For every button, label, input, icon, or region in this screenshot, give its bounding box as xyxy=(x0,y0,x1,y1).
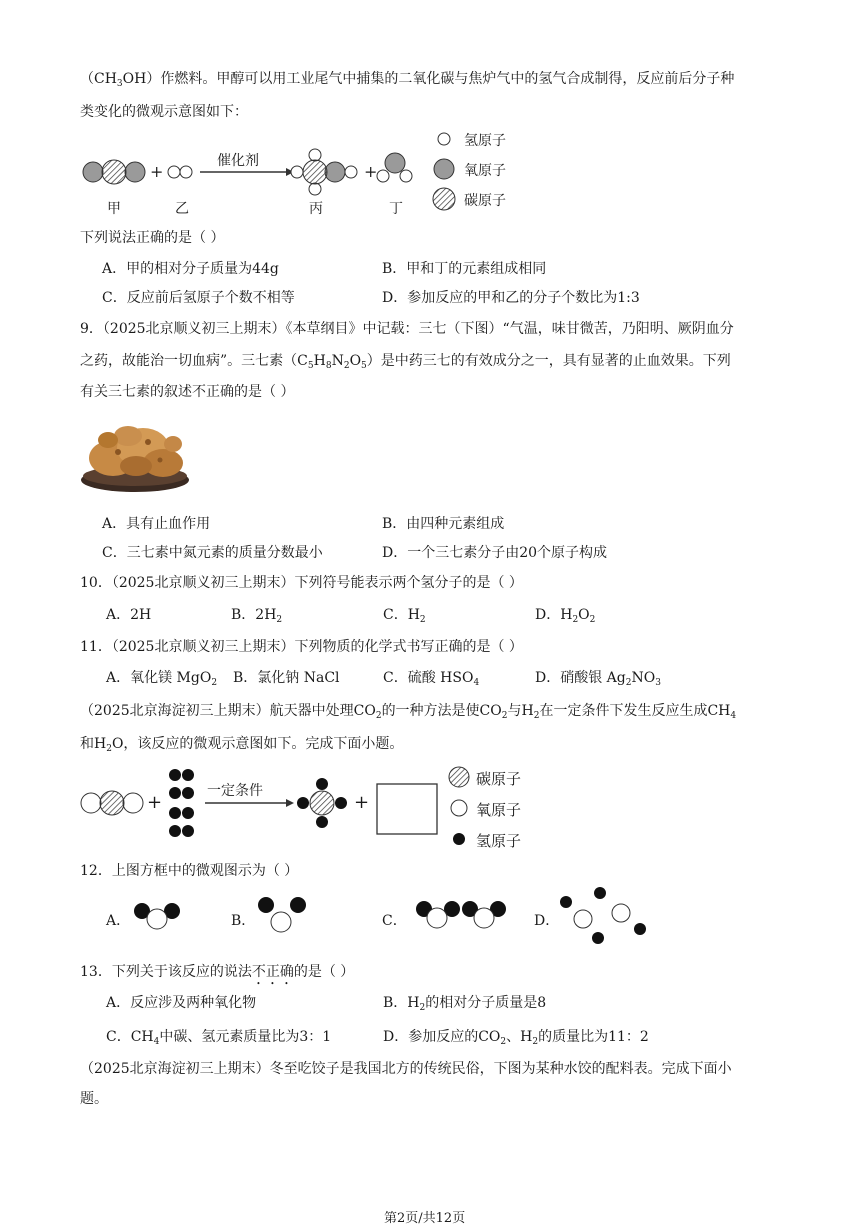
q12-figure-a xyxy=(134,903,180,929)
q10-stem: 10．（2025北京顺义初三上期末）下列符号能表示两个氢分子的是（ ） xyxy=(80,575,523,591)
q9-option-b: B．由四种元素组成 xyxy=(382,516,505,532)
q12-stem: 12．上图方框中的微观图示为（ ） xyxy=(80,863,299,879)
label-yi: 乙 xyxy=(175,201,189,217)
legend-hydrogen: 氢原子 xyxy=(464,133,506,149)
q12-figure-c xyxy=(416,901,506,928)
q11-option-a: A．氧化镁 MgO$_2$ xyxy=(106,670,218,688)
q12-option-d: D． xyxy=(534,913,560,929)
q11-option-d: D．硝酸银 $Ag_2NO_3$ xyxy=(535,670,661,688)
legend-carbon-2: 碳原子 xyxy=(476,770,522,788)
q9-line-1: 9．（2025北京顺义初三上期末）《本草纲目》中记载：三七（下图）“气温，味甘微苦，乃阳明、厥阴血分 xyxy=(80,321,734,337)
legend-oxygen: 氧原子 xyxy=(464,163,506,179)
legend-oxygen-2: 氧原子 xyxy=(476,801,522,819)
plus-sign-2: + xyxy=(364,162,378,181)
q8-option-a: A．甲的相对分子质量为44g xyxy=(102,261,279,277)
condition-label: 一定条件 xyxy=(207,783,263,799)
q8-stem: 下列说法正确的是（ ） xyxy=(80,230,225,246)
group3-line-2: 题。 xyxy=(80,1091,108,1107)
q10-option-c: C．$H_2$ xyxy=(383,607,426,625)
legend-hydrogen-2: 氢原子 xyxy=(476,832,522,850)
plus-sign-3: + xyxy=(147,792,163,813)
catalyst-label: 催化剂 xyxy=(217,153,259,169)
q8-option-b: B．甲和丁的元素组成相同 xyxy=(382,261,547,277)
page-number: 第2页/共12页 xyxy=(384,1211,466,1226)
label-jia: 甲 xyxy=(107,201,121,217)
label-ding: 丁 xyxy=(389,201,403,217)
q9-option-c: C．三七素中氮元素的质量分数最小 xyxy=(102,545,323,561)
q9-option-a: A．具有止血作用 xyxy=(102,516,211,532)
plus-sign-1: + xyxy=(150,162,164,181)
q12-option-a: A． xyxy=(106,913,131,929)
q12-option-b: B． xyxy=(231,913,256,929)
intro-line-2: 类变化的微观示意图如下： xyxy=(80,104,248,120)
intro-line-1: $(CH_3OH)$作燃料。甲醇可以用工业尾气中捕集的二氧化碳与焦炉气中的氢气合成制得，反应前后分子种 xyxy=(80,71,735,89)
q10-option-b: B．$2H_2$ xyxy=(231,607,283,625)
q13-stem: 13．下列关于该反应的说法不正确的是（ ） xyxy=(80,964,355,980)
group2-line-1: （2025北京海淀初三上期末）航天器中处理$CO_2$的一种方法是使$CO_2$与$H_2$在一定条件下发生反应生成$CH_4$ xyxy=(80,703,737,721)
plus-sign-4: + xyxy=(354,792,370,813)
q11-option-c: C．硫酸 $HSO_4$ xyxy=(383,670,480,688)
q9-line-2: 之药，故能治一切血病”。三七素$(C_5H_8N_2O_5)$是中药三七的有效成分之一，具有显著的止血效果。下列 xyxy=(80,353,731,371)
q9-option-d: D．一个三七素分子由20个原子构成 xyxy=(382,545,608,561)
q11-stem: 11．（2025北京顺义初三上期末）下列物质的化学式书写正确的是（ ） xyxy=(80,639,523,655)
label-bing: 丙 xyxy=(309,201,323,217)
q13-option-b: B．$H_2$的相对分子质量是8 xyxy=(383,995,547,1013)
q13-option-c: C．$CH_4$中碳、氢元素质量比为3：1 xyxy=(106,1029,332,1047)
q10-option-a: A．2H xyxy=(106,607,152,623)
q8-option-c: C．反应前后氢原子个数不相等 xyxy=(102,290,295,306)
q12-figure-d xyxy=(560,887,646,944)
q13-option-a: A．反应涉及两种氧化物 xyxy=(106,995,257,1011)
group2-line-2: 和$H_2O$，该反应的微观示意图如下。完成下面小题。 xyxy=(80,736,404,754)
q12-figure-b xyxy=(258,897,306,932)
q13-option-d: D．参加反应的$CO_2$、$H_2$的质量比为11：2 xyxy=(383,1029,649,1047)
q8-option-d: D．参加反应的甲和乙的分子个数比为1:3 xyxy=(382,290,640,306)
legend-carbon: 碳原子 xyxy=(464,193,506,209)
group3-line-1: （2025北京海淀初三上期末）冬至吃饺子是我国北方的传统民俗，下图为某种水饺的配料表。完成下面小 xyxy=(80,1061,732,1077)
q10-option-d: D．$H_2O_2$ xyxy=(535,607,596,625)
q11-option-b: B．氯化钠 NaCl xyxy=(233,670,340,686)
q12-option-c: C． xyxy=(382,913,407,929)
q9-line-3: 有关三七素的叙述不正确的是（ ） xyxy=(80,384,295,400)
